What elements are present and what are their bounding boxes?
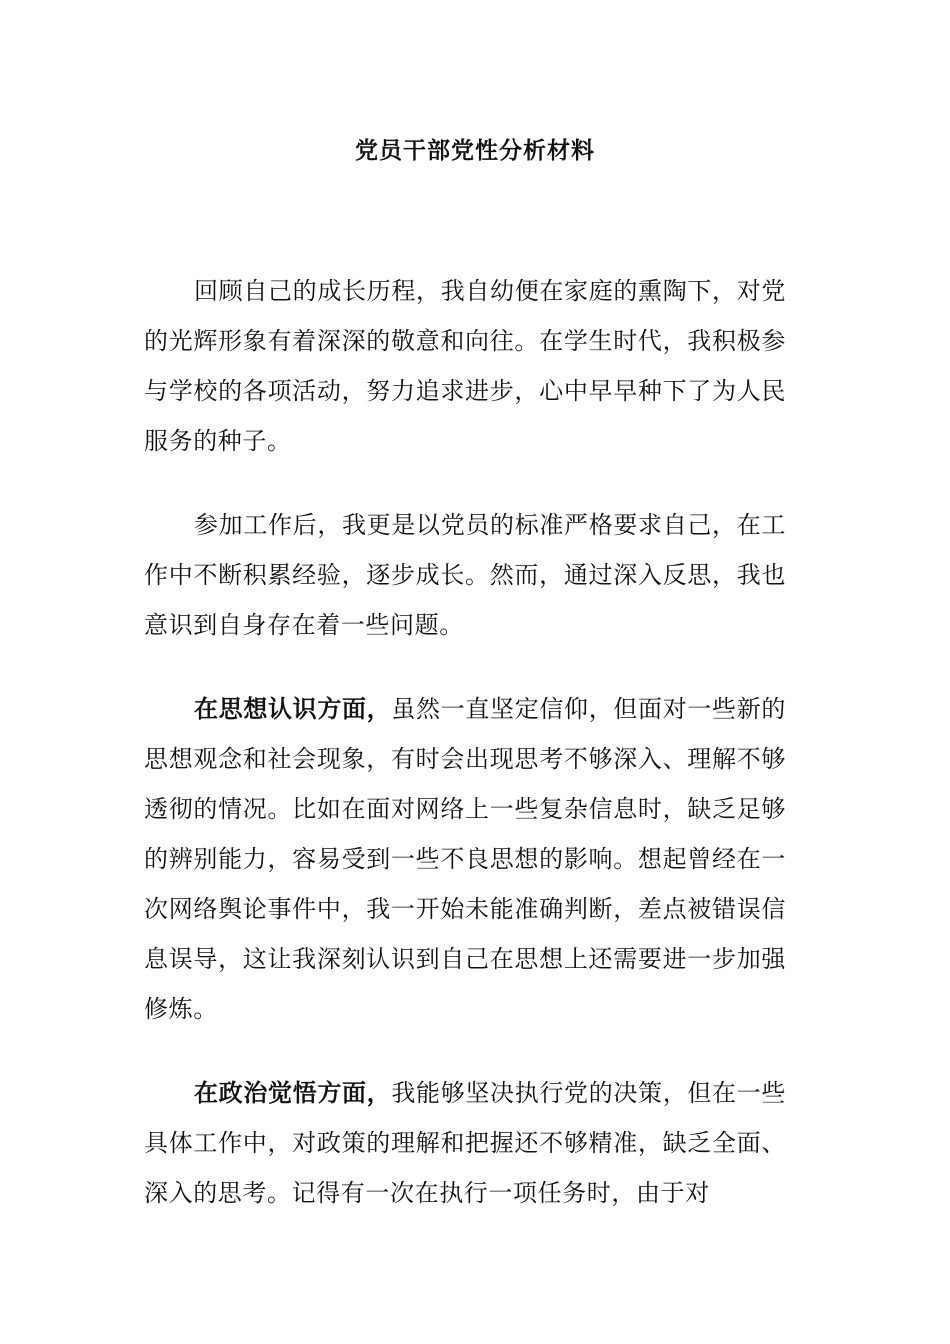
paragraph-lead: 在政治觉悟方面，	[194, 1079, 392, 1107]
paragraph-text: 回顾自己的成长历程，我自幼便在家庭的熏陶下，对党的光辉形象有着深深的敬意和向往。在学生时代，我积极参与学校的各项活动，努力追求进步，心中早早种下了为人民服务的种子。	[144, 277, 786, 455]
document-title: 党员干部党性分析材料	[355, 138, 595, 164]
paragraph-text: 我能够坚决执行党的决策，但在一些具体工作中，对政策的理解和把握还不够精准，缺乏全面、深入的思考。记得有一次在执行一项任务时，由于对	[144, 1079, 786, 1207]
paragraph	[144, 266, 786, 466]
paragraph-text: 虽然一直坚定信仰，但面对一些新的思想观念和社会现象，有时会出现思考不够深入、理解不够透彻的情况。比如在面对网络上一些复杂信息时，缺乏足够的辨别能力，容易受到一些不良思想的影响。想起曾经在一次网络舆论事件中，我一开始未能准确判断，差点被错误信息误导，这让我深刻认识到自己在思想上还需要进一步加强修炼。	[144, 695, 786, 1023]
paragraph	[144, 684, 786, 1034]
paragraph	[144, 1068, 786, 1218]
paragraph	[144, 500, 786, 650]
paragraph-lead: 在思想认识方面，	[194, 695, 392, 723]
paragraph-text: 参加工作后，我更是以党员的标准严格要求自己，在工作中不断积累经验，逐步成长。然而，通过深入反思，我也意识到自身存在着一些问题。	[144, 511, 786, 639]
document-body	[144, 266, 786, 1252]
